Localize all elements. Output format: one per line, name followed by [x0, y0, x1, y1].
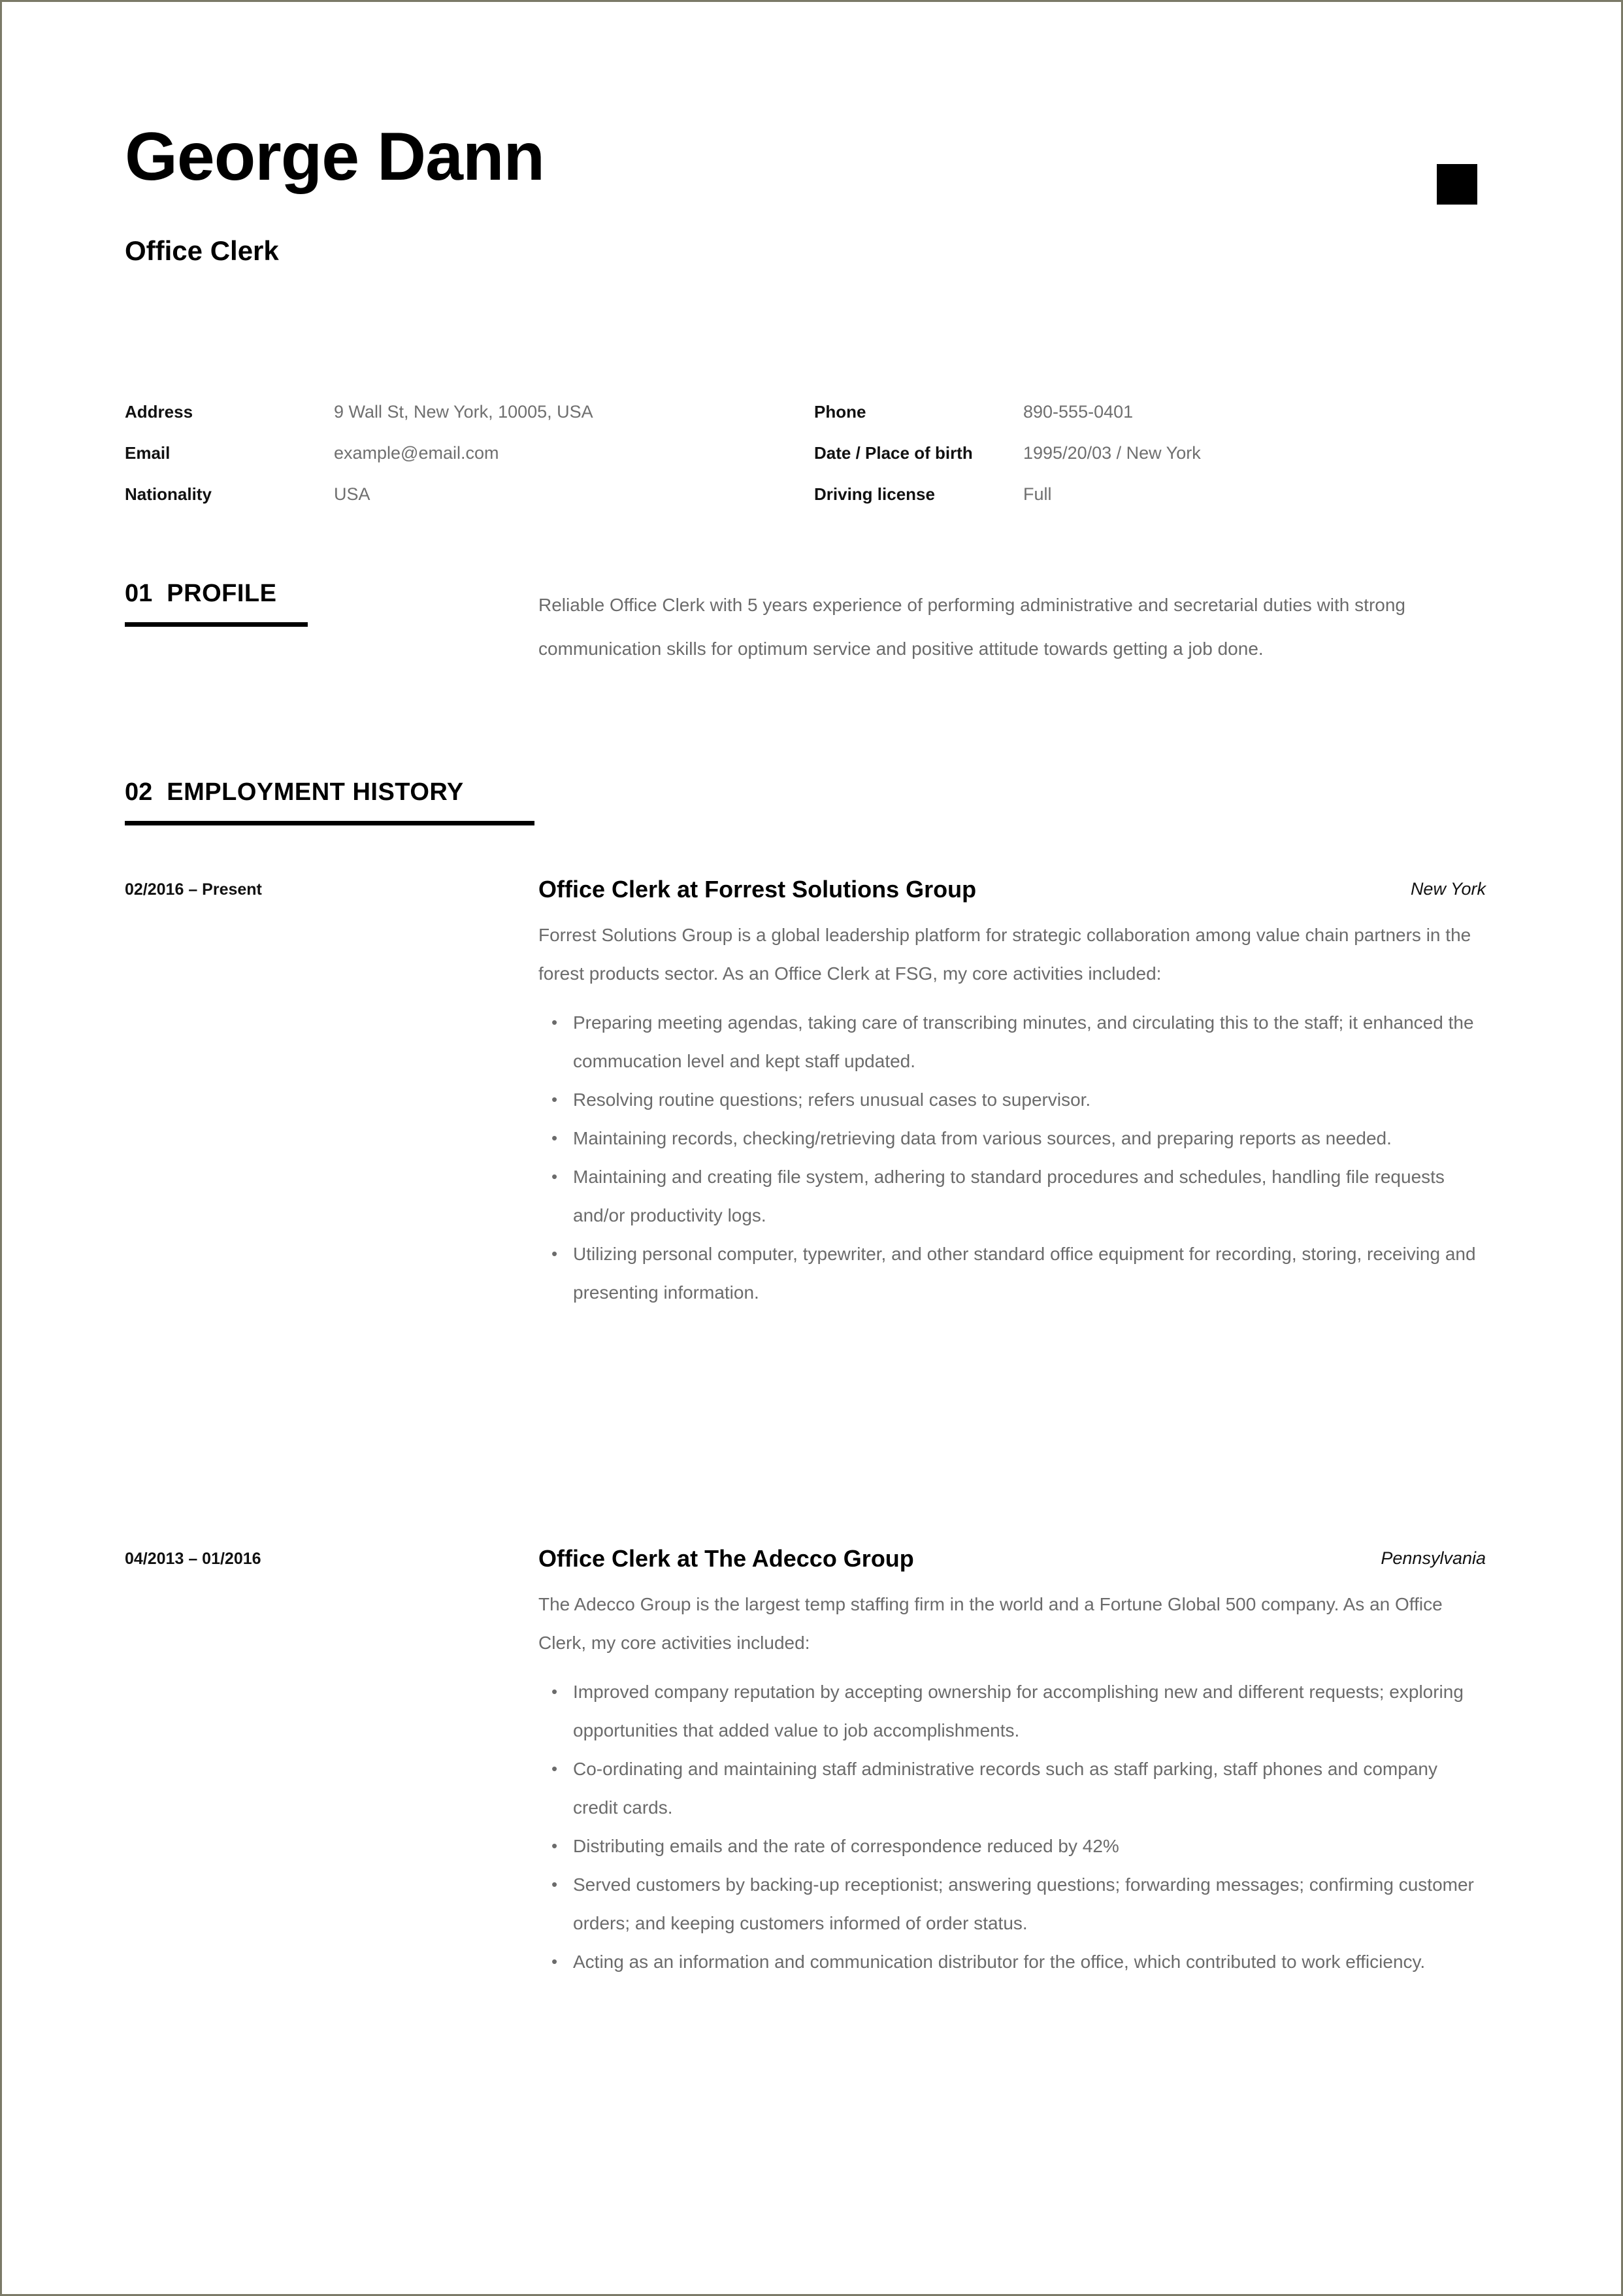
- employment-bullet: • Served customers by backing-up receptionist; answering questions; forwarding messages; confirming customer orders; and keeping customers informed of order status.: [538, 1865, 1486, 1942]
- employment-bullet-list: [538, 993, 1486, 1312]
- section-rule: [125, 821, 534, 825]
- contact-value-driving-license: Full: [1023, 484, 1052, 504]
- section-heading-employment-history: [125, 778, 534, 825]
- candidate-job-title: Office Clerk: [125, 235, 279, 266]
- employment-job-title: Office Clerk at The Adecco Group: [538, 1545, 914, 1572]
- contact-value-phone: 890-555-0401: [1023, 402, 1134, 422]
- contact-column-right: [814, 402, 1503, 525]
- profile-summary-text: Reliable Office Clerk with 5 years experience of performing administrative and secretarial duties with strong communication skills for optimum service and positive attitude towards getting a job done.: [538, 595, 1405, 659]
- employment-bullet: • Maintaining and creating file system, adhering to standard procedures and schedules, handling file requests and/or productivity logs.: [538, 1157, 1486, 1235]
- employment-location: Pennsylvania: [1381, 1548, 1486, 1568]
- employment-job-title: Office Clerk at Forrest Solutions Group: [538, 876, 977, 903]
- employment-bullet-list: [538, 1662, 1486, 1981]
- employment-entry-body: [538, 876, 1486, 1312]
- contact-value-email: example@email.com: [334, 443, 499, 463]
- section-title: PROFILE: [167, 580, 277, 607]
- contact-details: [125, 402, 1503, 525]
- contact-label: Date / Place of birth: [814, 443, 973, 463]
- employment-description: Forrest Solutions Group is a global leadership platform for strategic collaboration among value chain partners in the forest products sector. As an Office Clerk at FSG, my core activities included:: [538, 924, 1471, 984]
- section-heading-profile: [125, 580, 308, 627]
- photo-placeholder-icon: [1437, 164, 1477, 205]
- employment-bullet: • Improved company reputation by accepting ownership for accomplishing new and different requests; exploring opportunities that added value to job accomplishments.: [538, 1672, 1486, 1750]
- employment-bullet: • Co-ordinating and maintaining staff administrative records such as staff parking, staff phones and company credit cards.: [538, 1750, 1486, 1827]
- contact-column-left: [125, 402, 814, 525]
- employment-bullet: • Maintaining records, checking/retrieving data from various sources, and preparing reports as needed.: [538, 1119, 1486, 1157]
- section-rule: [125, 622, 308, 627]
- contact-row: [125, 402, 814, 443]
- contact-value-address: 9 Wall St, New York, 10005, USA: [334, 402, 593, 422]
- employment-description: The Adecco Group is the largest temp staffing firm in the world and a Fortune Global 500 company. As an Office Clerk, my core activities included:: [538, 1593, 1443, 1653]
- contact-label: Driving license: [814, 484, 935, 504]
- employment-location: New York: [1410, 879, 1486, 899]
- employment-bullet: • Resolving routine questions; refers unusual cases to supervisor.: [538, 1080, 1486, 1119]
- employment-bullet: • Preparing meeting agendas, taking care of transcribing minutes, and circulating this to the staff; it enhanced the commucation level and kept staff updated.: [538, 1003, 1486, 1080]
- contact-row: [814, 484, 1503, 525]
- contact-value-birth: 1995/20/03 / New York: [1023, 443, 1201, 463]
- contact-value-nationality: USA: [334, 484, 370, 504]
- contact-row: [814, 402, 1503, 443]
- contact-label: Email: [125, 443, 171, 463]
- contact-label: Nationality: [125, 484, 212, 504]
- contact-label: Address: [125, 402, 193, 422]
- employment-date-range: 02/2016 – Present: [125, 880, 262, 899]
- employment-bullet: • Acting as an information and communication distributor for the office, which contributed to work efficiency.: [538, 1942, 1486, 1981]
- candidate-name: George Dann: [125, 119, 544, 195]
- contact-row: [125, 443, 814, 484]
- contact-label: Phone: [814, 402, 866, 422]
- employment-date-range: 04/2013 – 01/2016: [125, 1550, 261, 1568]
- section-number: 01: [125, 580, 153, 607]
- contact-row: [814, 443, 1503, 484]
- employment-bullet: • Utilizing personal computer, typewriter, and other standard office equipment for recording, storing, receiving and presenting information.: [538, 1235, 1486, 1312]
- section-title: EMPLOYMENT HISTORY: [167, 778, 464, 806]
- resume-content: [125, 2, 1503, 2294]
- employment-entry-body: [538, 1546, 1486, 1981]
- contact-row: [125, 484, 814, 525]
- section-number: 02: [125, 778, 153, 806]
- employment-bullet: • Distributing emails and the rate of correspondence reduced by 42%: [538, 1827, 1486, 1865]
- resume-header: [125, 119, 1503, 267]
